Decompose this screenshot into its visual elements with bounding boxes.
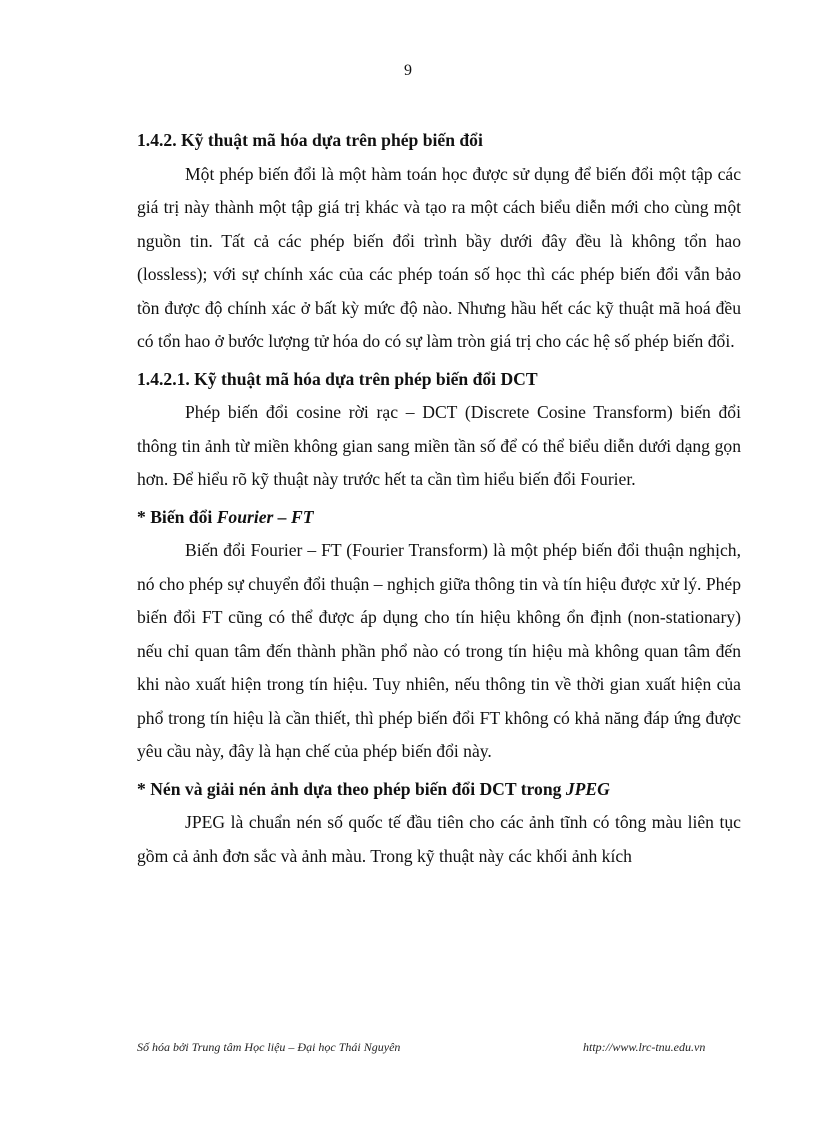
paragraph-dct-intro: Phép biến đổi cosine rời rạc – DCT (Discrete Cosine Transform) biến đổi thông tin ảnh từ miền không gian sang miền tần số để có thể biểu diễn dưới dạng gọn hơn. Để hiểu rõ kỹ thuật này trước hết ta cần tìm hiểu biến đổi Fourier. [137, 402, 741, 489]
subheading-jpeg-italic: JPEG [565, 778, 610, 799]
subheading-fourier [137, 501, 741, 535]
subheading-jpeg-prefix: * Nén và giải nén ảnh dựa theo phép biến đổi DCT trong [137, 778, 566, 799]
subheading-fourier-italic: Fourier – FT [216, 506, 314, 527]
document-body [137, 124, 741, 873]
paragraph-fourier: Biến đổi Fourier – FT (Fourier Transform) là một phép biến đổi thuận nghịch, nó cho phép sự chuyển đổi thuận – nghịch giữa thông tin và tín hiệu được xử lý. Phép biến đổi FT cũng có thể được áp dụng cho tín hiệu không ổn định (non-stationary) nếu chỉ quan tâm đến thành phần phổ nào có trong tín hiệu mà không quan tâm đến khi nào xuất hiện trong tín hiệu. Tuy nhiên, nếu thông tin về thời gian xuất hiện của phổ trong tín hiệu là cần thiết, thì phép biến đổi FT không có khả năng đáp ứng được yêu cầu này, đây là hạn chế của phép biến đổi này. [137, 540, 742, 761]
section-heading-1-4-2: 1.4.2. Kỹ thuật mã hóa dựa trên phép biến đổi [137, 130, 483, 150]
footer-url: http://www.lrc-tnu.edu.vn [583, 1040, 706, 1054]
paragraph-transform-intro: Một phép biến đổi là một hàm toán học được sử dụng để biến đổi một tập các giá trị này thành một tập giá trị khác và tạo ra một cách biểu diễn mới cho cùng một nguồn tin. Tất cả các phép biến đổi trình bầy dưới đây đều là không tổn hao (lossless); với sự chính xác của các phép toán số học thì các phép biến đổi vẫn bảo tồn được độ chính xác ở bất kỳ mức độ nào. Nhưng hầu hết các kỹ thuật mã hoá đều có tổn hao ở bước lượng tử hóa do có sự làm tròn giá trị cho các hệ số phép biến đổi. [137, 163, 741, 351]
page-number: 9 [404, 62, 412, 79]
paragraph-jpeg: JPEG là chuẩn nén số quốc tế đầu tiên cho các ảnh tĩnh có tông màu liên tục gồm cả ảnh đơn sắc và ảnh màu. Trong kỹ thuật này các khối ảnh kích [137, 812, 741, 866]
section-heading-1-4-2-1: 1.4.2.1. Kỹ thuật mã hóa dựa trên phép biến đổi DCT [137, 368, 538, 389]
subheading-jpeg [137, 773, 741, 807]
footer-source-text: Số hóa bởi Trung tâm Học liệu – Đại học Thái Nguyên [137, 1040, 401, 1054]
subheading-fourier-prefix: * Biến đổi [137, 506, 217, 527]
